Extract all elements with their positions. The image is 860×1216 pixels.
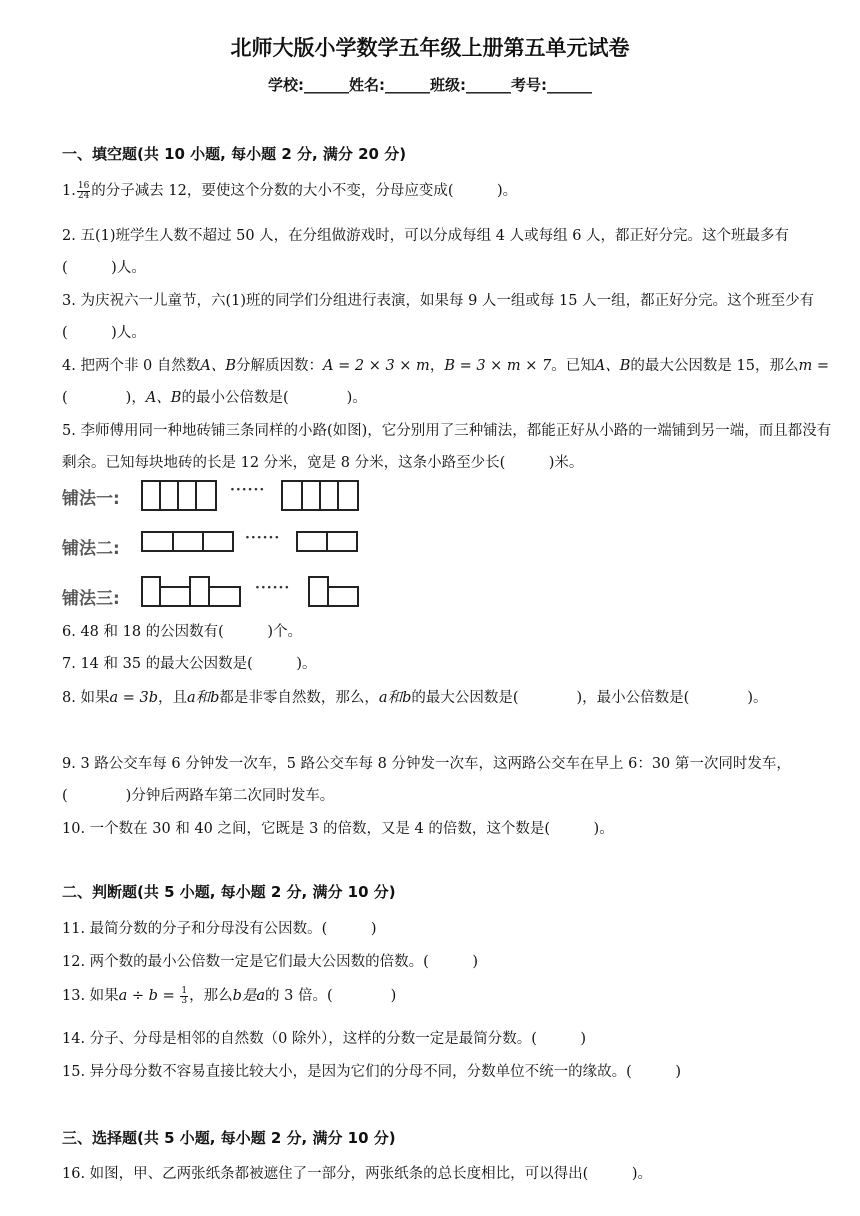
tile-horizontal	[202, 531, 234, 552]
question-13: 13. 如果a ÷ b = $\frac{1}{3}$ ，那么b是a的 3 倍。( )	[62, 985, 397, 1006]
tile-horizontal	[326, 531, 358, 552]
tile-vertical	[141, 480, 161, 511]
tile-vertical	[177, 480, 197, 511]
tile-horizontal	[159, 586, 191, 607]
question-7: 7. 14 和 35 的最大公因数是( )。	[62, 656, 317, 672]
question-8: 8. 如果a = 3b，且a和b都是非零自然数，那么，a和b的最大公因数是( )，最小公倍数是( )。	[62, 690, 768, 706]
page-title: 北师大版小学数学五年级上册第五单元试卷	[230, 36, 630, 60]
question-12: 12. 两个数的最小公倍数一定是它们最大公因数的倍数。( )	[62, 954, 478, 970]
tiling-label-1: 铺法一:	[62, 489, 120, 509]
tile-horizontal	[141, 531, 174, 552]
tile-horizontal	[208, 586, 241, 607]
tile-vertical	[189, 576, 210, 607]
tile-vertical	[281, 480, 303, 511]
question-5: 5. 李师傅用同一种地砖铺三条同样的小路(如图)，它分别用了三种铺法，都能正好从小路的一端铺到另一端，而且都没有剩余。已知每块地砖的长是 12 分米，宽是 8 分米，这条小路至少长( )米。	[62, 423, 832, 471]
question-3: 3. 为庆祝六一儿童节，六(1)班的同学们分组进行表演，如果每 9 人一组或每 15 人一组，都正好分完。这个班至少有( )人。	[62, 293, 815, 341]
tiling-label-2: 铺法二:	[62, 539, 120, 559]
section-heading-fill-in: 一、填空题(共 10 小题, 每小题 2 分, 满分 20 分)	[62, 145, 407, 163]
ellipsis: ······	[255, 580, 291, 596]
tile-vertical	[141, 576, 161, 607]
question-16: 16. 如图，甲、乙两张纸条都被遮住了一部分，两张纸条的总长度相比，可以得出( )。	[62, 1166, 652, 1182]
ellipsis: ······	[230, 482, 266, 498]
student-info-line: 学校:______姓名:______班级:______考号:______	[268, 76, 592, 94]
tiling-label-3: 铺法三:	[62, 589, 120, 609]
tile-vertical	[308, 576, 329, 607]
tile-vertical	[195, 480, 217, 511]
tile-vertical	[159, 480, 179, 511]
question-1: 1. $\frac{16}{24}$ 的分子减去 12，要使这个分数的大小不变，分母应变成( )。	[62, 180, 518, 201]
tile-vertical	[337, 480, 359, 511]
question-10: 10. 一个数在 30 和 40 之间，它既是 3 的倍数，又是 4 的倍数，这个数是( )。	[62, 821, 614, 837]
question-9: 9. 3 路公交车每 6 分钟发一次车，5 路公交车每 8 分钟发一次车，这两路公交车在早上 6：30 第一次同时发车，( )分钟后两路车第二次同时发车。	[62, 756, 791, 804]
fraction: $\frac{16}{24}$	[77, 180, 90, 201]
tile-vertical	[301, 480, 321, 511]
question-11: 11. 最简分数的分子和分母没有公因数。( )	[62, 921, 377, 937]
fraction: $\frac{1}{3}$	[181, 985, 188, 1006]
question-14: 14. 分子、分母是相邻的自然数（0 除外），这样的分数一定是最简分数。( )	[62, 1031, 587, 1047]
question-2: 2. 五(1)班学生人数不超过 50 人，在分组做游戏时，可以分成每组 4 人或每组 6 人，都正好分完。这个班最多有( )人。	[62, 228, 790, 276]
question-4: 4. 把两个非 0 自然数A、B分解质因数：A = 2 × 3 × m，B = 3 × m × 7。已知A、B的最大公因数是 15，那么m =( )，A、B的最小公倍数是( )。	[62, 358, 829, 406]
ellipsis: ······	[245, 530, 281, 546]
section-heading-true-false: 二、判断题(共 5 小题, 每小题 2 分, 满分 10 分)	[62, 883, 396, 901]
tile-horizontal	[296, 531, 328, 552]
tile-horizontal	[327, 586, 359, 607]
question-6: 6. 48 和 18 的公因数有( )个。	[62, 624, 302, 640]
question-15: 15. 异分母分数不容易直接比较大小，是因为它们的分母不同，分数单位不统一的缘故。( )	[62, 1064, 681, 1080]
section-heading-multiple-choice: 三、选择题(共 5 小题, 每小题 2 分, 满分 10 分)	[62, 1129, 396, 1147]
tile-vertical	[319, 480, 339, 511]
tile-horizontal	[172, 531, 204, 552]
